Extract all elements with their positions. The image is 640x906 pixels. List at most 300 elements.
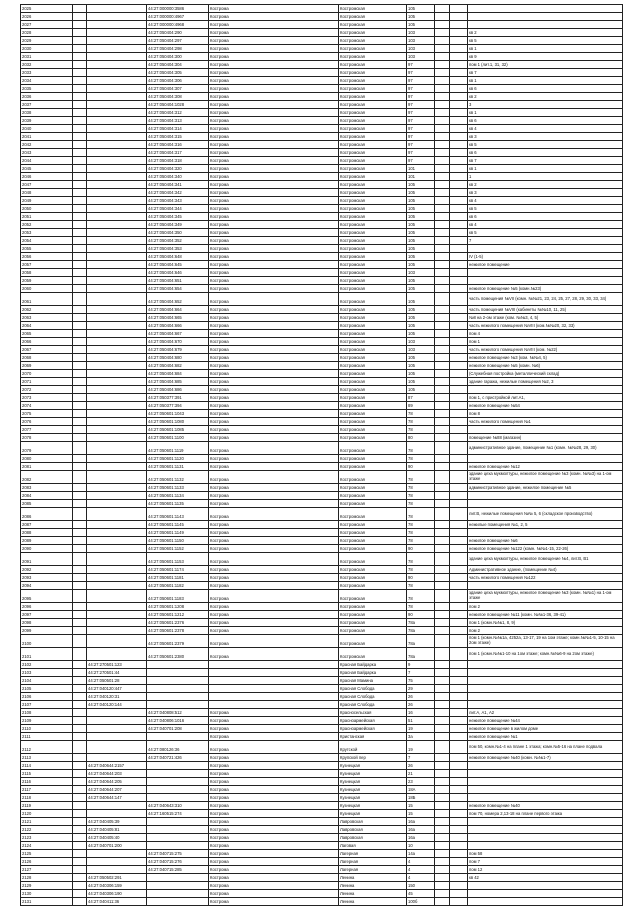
extra-cell	[435, 378, 450, 386]
blank-cell	[450, 314, 468, 322]
house-cell: 97	[407, 85, 435, 93]
blank-cell	[450, 330, 468, 338]
row-number: 2051	[21, 213, 73, 221]
table-row	[21, 205, 623, 213]
table-row	[21, 677, 623, 685]
city-cell: Кострома	[209, 770, 339, 778]
cadastral-number-b: 44:27:050404:646	[147, 269, 209, 277]
cadastral-number-b: 44:27:050601:2380	[147, 648, 209, 661]
table-row	[21, 794, 623, 802]
city-cell: Кострома	[209, 221, 339, 229]
cadastral-number-b: 44:27:050601:1132	[147, 471, 209, 484]
row-number: 2077	[21, 426, 73, 434]
extra-cell	[435, 794, 450, 802]
extra-cell	[435, 492, 450, 500]
house-cell: 19	[407, 725, 435, 733]
house-cell: 105	[407, 293, 435, 306]
extra-cell	[435, 669, 450, 677]
house-cell: 97	[407, 157, 435, 165]
extra-cell	[435, 685, 450, 693]
row-number: 2091	[21, 553, 73, 566]
street-cell: Кристанская	[339, 733, 407, 741]
cadastral-number-b: 44:27:050404:686	[147, 386, 209, 394]
city-cell: Кострома	[209, 133, 339, 141]
premises-cell: нежилое помещение №40	[468, 802, 623, 810]
table-row	[21, 685, 623, 693]
street-cell: Кузнецкая	[339, 802, 407, 810]
cadastral-number-b: 44:27:050601:1181	[147, 574, 209, 582]
house-cell: 78а	[407, 627, 435, 635]
row-number: 2087	[21, 521, 73, 529]
extra-cell	[435, 37, 450, 45]
blank-cell	[73, 426, 87, 434]
row-number: 2078	[21, 434, 73, 442]
premises-cell	[468, 762, 623, 770]
extra-cell	[435, 463, 450, 471]
table-row	[21, 330, 623, 338]
cadastral-number-b: 44:27:050404:353	[147, 245, 209, 253]
premises-cell: здание цеха мукмолтуры, нежилое помещение №3 (комн. №№1) на 1-ом этаже	[468, 590, 623, 603]
street-cell: Костромская	[339, 434, 407, 442]
cadastral-number-a	[87, 205, 147, 213]
row-number: 2104	[21, 677, 73, 685]
premises-cell: нежилое помещение №122 (комн. №№1-15, 22-26)	[468, 545, 623, 553]
table-row	[21, 778, 623, 786]
street-cell: Костромская	[339, 500, 407, 508]
street-cell: Костромская	[339, 197, 407, 205]
cadastral-number-b: 44:27:050404:297	[147, 37, 209, 45]
extra-cell	[435, 545, 450, 553]
house-cell: 105	[407, 5, 435, 13]
cadastral-number-b: 44:27:050601:1208	[147, 603, 209, 611]
blank-cell	[73, 133, 87, 141]
blank-cell	[73, 802, 87, 810]
row-number: 2056	[21, 253, 73, 261]
cadastral-number-a	[87, 492, 147, 500]
extra-cell	[435, 802, 450, 810]
premises-cell: кв 2	[468, 181, 623, 189]
row-number: 2123	[21, 834, 73, 842]
blank-cell	[73, 611, 87, 619]
table-row	[21, 471, 623, 484]
city-cell: Кострома	[209, 471, 339, 484]
house-cell: 89	[407, 402, 435, 410]
premises-cell	[468, 500, 623, 508]
table-row	[21, 508, 623, 521]
city-cell: Кострома	[209, 850, 339, 858]
street-cell: Костромская	[339, 346, 407, 354]
row-number: 2129	[21, 882, 73, 890]
house-cell: 105	[407, 245, 435, 253]
extra-cell	[435, 500, 450, 508]
cadastral-number-b: 44:27:000000:3586	[147, 5, 209, 13]
premises-cell: кв 3	[468, 133, 623, 141]
blank-cell	[450, 463, 468, 471]
blank-cell	[73, 77, 87, 85]
cadastral-number-b: 44:27:050601:2378	[147, 627, 209, 635]
cadastral-number-b	[147, 882, 209, 890]
street-cell: Ленина	[339, 882, 407, 890]
blank-cell	[450, 529, 468, 537]
street-cell: Костромская	[339, 386, 407, 394]
city-cell: Кострома	[209, 181, 339, 189]
blank-cell	[73, 157, 87, 165]
blank-cell	[450, 611, 468, 619]
premises-cell: нежилое помещение №6	[468, 537, 623, 545]
blank-cell	[450, 709, 468, 717]
blank-cell	[73, 874, 87, 882]
table-row	[21, 117, 623, 125]
extra-cell	[435, 5, 450, 13]
blank-cell	[73, 362, 87, 370]
house-cell: 97	[407, 101, 435, 109]
city-cell	[209, 701, 339, 709]
street-cell: Костромская	[339, 338, 407, 346]
city-cell: Кострома	[209, 874, 339, 882]
cadastral-number-b: 44:27:050601:1120	[147, 455, 209, 463]
cadastral-number-b: 44:27:040643:310	[147, 802, 209, 810]
cadastral-number-a	[87, 13, 147, 21]
blank-cell	[450, 603, 468, 611]
premises-cell	[468, 818, 623, 826]
premises-cell: кв 3	[468, 189, 623, 197]
blank-cell	[450, 858, 468, 866]
cadastral-number-a	[87, 37, 147, 45]
city-cell: Кострома	[209, 149, 339, 157]
table-row	[21, 582, 623, 590]
row-number: 2063	[21, 314, 73, 322]
street-cell: Костромская	[339, 330, 407, 338]
blank-cell	[450, 293, 468, 306]
cadastral-number-a	[87, 5, 147, 13]
premises-cell	[468, 842, 623, 850]
blank-cell	[73, 245, 87, 253]
extra-cell	[435, 661, 450, 669]
house-cell: 78а	[407, 635, 435, 648]
city-cell: Кострома	[209, 842, 339, 850]
table-row	[21, 93, 623, 101]
street-cell: Красная Байдарка	[339, 669, 407, 677]
cadastral-number-a	[87, 566, 147, 574]
blank-cell	[73, 471, 87, 484]
cadastral-number-b: 44:27:050601:1135	[147, 500, 209, 508]
blank-cell	[450, 492, 468, 500]
city-cell: Кострома	[209, 709, 339, 717]
blank-cell	[450, 261, 468, 269]
street-cell: Лаговая	[339, 842, 407, 850]
city-cell: Кострома	[209, 61, 339, 69]
cadastral-number-a	[87, 611, 147, 619]
cadastral-number-a: 44:27:040644:207	[87, 786, 147, 794]
blank-cell	[73, 492, 87, 500]
city-cell: Кострома	[209, 410, 339, 418]
city-cell: Кострома	[209, 314, 339, 322]
blank-cell	[450, 866, 468, 874]
premises-cell	[468, 245, 623, 253]
premises-cell: Административное здание, (помещение №4)	[468, 566, 623, 574]
row-number: 2119	[21, 802, 73, 810]
city-cell: Кострома	[209, 858, 339, 866]
blank-cell	[73, 603, 87, 611]
extra-cell	[435, 818, 450, 826]
cadastral-number-a	[87, 582, 147, 590]
extra-cell	[435, 77, 450, 85]
cadastral-number-a: 44:27:040306:190	[87, 890, 147, 898]
premises-cell	[468, 582, 623, 590]
blank-cell	[450, 370, 468, 378]
cadastral-number-a	[87, 529, 147, 537]
row-number: 2048	[21, 189, 73, 197]
cadastral-number-a	[87, 173, 147, 181]
extra-cell	[435, 181, 450, 189]
extra-cell	[435, 402, 450, 410]
extra-cell	[435, 269, 450, 277]
blank-cell	[450, 685, 468, 693]
blank-cell	[73, 418, 87, 426]
city-cell: Кострома	[209, 741, 339, 754]
row-number: 2131	[21, 898, 73, 906]
blank-cell	[450, 842, 468, 850]
city-cell: Кострома	[209, 29, 339, 37]
premises-cell: кв 4	[468, 221, 623, 229]
blank-cell	[450, 627, 468, 635]
blank-cell	[73, 205, 87, 213]
blank-cell	[450, 786, 468, 794]
cadastral-number-a	[87, 709, 147, 717]
table-row	[21, 410, 623, 418]
table-row	[21, 669, 623, 677]
house-cell: 103	[407, 269, 435, 277]
house-cell: 9	[407, 661, 435, 669]
blank-cell	[73, 661, 87, 669]
cadastral-number-b: 44:27:000000:4968	[147, 21, 209, 29]
table-row	[21, 898, 623, 906]
cadastral-number-a	[87, 858, 147, 866]
blank-cell	[450, 386, 468, 394]
blank-cell	[450, 69, 468, 77]
row-number: 2105	[21, 685, 73, 693]
house-cell: 21	[407, 770, 435, 778]
blank-cell	[450, 338, 468, 346]
premises-cell: кв 1	[468, 45, 623, 53]
city-cell: Кострома	[209, 165, 339, 173]
cadastral-number-b: 44:27:050404:312	[147, 109, 209, 117]
city-cell: Кострома	[209, 794, 339, 802]
extra-cell	[435, 426, 450, 434]
cadastral-number-a	[87, 545, 147, 553]
blank-cell	[450, 410, 468, 418]
cadastral-number-b: 44:27:050404:304	[147, 61, 209, 69]
row-number: 2028	[21, 29, 73, 37]
cadastral-number-b: 44:27:050601:1183	[147, 590, 209, 603]
street-cell: Костромская	[339, 181, 407, 189]
premises-cell: административное здание, помещение №1 (комн. №№28, 29, 30)	[468, 442, 623, 455]
city-cell: Кострома	[209, 205, 339, 213]
cadastral-number-a	[87, 245, 147, 253]
extra-cell	[435, 603, 450, 611]
blank-cell	[73, 553, 87, 566]
cadastral-number-a	[87, 717, 147, 725]
blank-cell	[450, 794, 468, 802]
cadastral-number-a	[87, 293, 147, 306]
street-cell: Костромская	[339, 101, 407, 109]
extra-cell	[435, 330, 450, 338]
house-cell: 105	[407, 354, 435, 362]
cadastral-number-b: 44:27:050601:1149	[147, 529, 209, 537]
street-cell: Лагерная	[339, 866, 407, 874]
cadastral-number-b: 44:27:050404:305	[147, 69, 209, 77]
table-row	[21, 13, 623, 21]
cadastral-number-b: 44:27:050404:670	[147, 338, 209, 346]
row-number: 2064	[21, 322, 73, 330]
extra-cell	[435, 834, 450, 842]
blank-cell	[450, 37, 468, 45]
row-number: 2096	[21, 603, 73, 611]
house-cell: 4	[407, 874, 435, 882]
blank-cell	[450, 229, 468, 237]
blank-cell	[73, 402, 87, 410]
blank-cell	[450, 197, 468, 205]
cadastral-number-a	[87, 101, 147, 109]
table-row	[21, 245, 623, 253]
premises-cell: нежилое помещение №1	[468, 733, 623, 741]
premises-cell: кв 5	[468, 141, 623, 149]
city-cell: Кострома	[209, 213, 339, 221]
street-cell: Костромская	[339, 306, 407, 314]
extra-cell	[435, 693, 450, 701]
street-cell: Костромская	[339, 37, 407, 45]
house-cell: 26	[407, 762, 435, 770]
house-cell: 105	[407, 221, 435, 229]
cadastral-number-b	[147, 874, 209, 882]
street-cell: Красноармейская	[339, 717, 407, 725]
row-number: 2117	[21, 786, 73, 794]
row-number: 2086	[21, 508, 73, 521]
row-number: 2089	[21, 537, 73, 545]
city-cell: Кострома	[209, 717, 339, 725]
row-number: 2075	[21, 410, 73, 418]
row-number: 2073	[21, 394, 73, 402]
cadastral-number-a	[87, 277, 147, 285]
blank-cell	[450, 648, 468, 661]
street-cell: Крупской пер	[339, 754, 407, 762]
blank-cell	[450, 85, 468, 93]
street-cell: Кузнецкая	[339, 810, 407, 818]
cadastral-number-a	[87, 619, 147, 627]
blank-cell	[73, 378, 87, 386]
row-number: 2030	[21, 45, 73, 53]
blank-cell	[450, 346, 468, 354]
cadastral-number-a	[87, 370, 147, 378]
table-row	[21, 754, 623, 762]
house-cell: 90	[407, 611, 435, 619]
premises-cell: здание цеха мукмолтуры, нежилое помещение №3 (комн. №№3) на 1-ом этаже	[468, 471, 623, 484]
extra-cell	[435, 370, 450, 378]
house-cell: 97	[407, 125, 435, 133]
extra-cell	[435, 442, 450, 455]
house-cell: 4	[407, 866, 435, 874]
blank-cell	[73, 285, 87, 293]
street-cell: Костромская	[339, 322, 407, 330]
blank-cell	[73, 101, 87, 109]
cadastral-number-b: 44:27:050404:345	[147, 213, 209, 221]
table-row	[21, 362, 623, 370]
blank-cell	[450, 354, 468, 362]
cadastral-number-b: 44:27:050404:350	[147, 229, 209, 237]
house-cell: 97	[407, 69, 435, 77]
row-number: 2092	[21, 566, 73, 574]
table-row	[21, 181, 623, 189]
blank-cell	[73, 709, 87, 717]
blank-cell	[73, 181, 87, 189]
blank-cell	[450, 165, 468, 173]
house-cell: 90	[407, 574, 435, 582]
city-cell: Кострома	[209, 173, 339, 181]
cadastral-number-b	[147, 677, 209, 685]
house-cell: 7	[407, 754, 435, 762]
blank-cell	[73, 627, 87, 635]
cadastral-number-a	[87, 508, 147, 521]
cadastral-number-b: 44:27:050404:300	[147, 53, 209, 61]
street-cell: Костромская	[339, 648, 407, 661]
city-cell: Кострома	[209, 69, 339, 77]
blank-cell	[450, 189, 468, 197]
table-row	[21, 858, 623, 866]
cadastral-number-b: 44:27:050404:307	[147, 85, 209, 93]
table-row	[21, 826, 623, 834]
house-cell: 105	[407, 237, 435, 245]
table-row	[21, 69, 623, 77]
table-row	[21, 386, 623, 394]
cadastral-number-b: 44:27:050404:314	[147, 125, 209, 133]
extra-cell	[435, 197, 450, 205]
street-cell: Костромская	[339, 29, 407, 37]
cadastral-number-a	[87, 141, 147, 149]
house-cell: 16а	[407, 826, 435, 834]
table-row	[21, 293, 623, 306]
premises-cell: кв 2	[468, 93, 623, 101]
blank-cell	[450, 269, 468, 277]
cadastral-number-a: 44:27:040120:144	[87, 701, 147, 709]
cadastral-number-b: 44:27:050404:684	[147, 370, 209, 378]
house-cell: 105	[407, 386, 435, 394]
street-cell: Костромская	[339, 269, 407, 277]
row-number: 2094	[21, 582, 73, 590]
premises-cell: пом 1, с пристройкой лит.А1,	[468, 394, 623, 402]
cadastral-number-a: 44:27:040644:205	[87, 778, 147, 786]
premises-cell: здание гаража, нежилые помещения №2, 3	[468, 378, 623, 386]
cadastral-number-b: 44:27:050404:349	[147, 221, 209, 229]
cadastral-number-a	[87, 603, 147, 611]
extra-cell	[435, 866, 450, 874]
house-cell: 150	[407, 882, 435, 890]
row-number: 2047	[21, 181, 73, 189]
blank-cell	[73, 61, 87, 69]
street-cell: Кузнецкая	[339, 762, 407, 770]
row-number: 2036	[21, 93, 73, 101]
premises-cell: кв 5	[468, 205, 623, 213]
premises-cell: нежилое помещение №54	[468, 402, 623, 410]
row-number: 2037	[21, 101, 73, 109]
blank-cell	[450, 434, 468, 442]
house-cell: 103	[407, 45, 435, 53]
blank-cell	[450, 205, 468, 213]
cadastral-number-a	[87, 21, 147, 29]
cadastral-number-a: 44:27:040644:2157	[87, 762, 147, 770]
premises-cell: нежилое помещение №5 (комн.№23)	[468, 285, 623, 293]
blank-cell	[450, 306, 468, 314]
city-cell: Кострома	[209, 13, 339, 21]
